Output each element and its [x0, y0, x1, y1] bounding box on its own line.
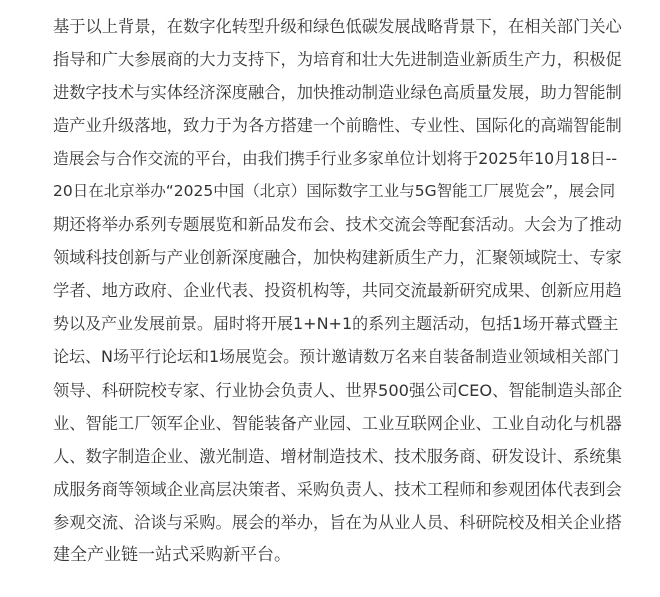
paragraph-line-7: 期还将举办系列专题展览和新品发布会、技术交流会等配套活动。大会为了推动: [53, 215, 622, 235]
paragraph-line-1: 基于以上背景，在数字化转型升级和绿色低碳发展战略背景下，在相关部门关心: [53, 17, 622, 36]
paragraph-line-5: 造展会与合作交流的平台，由我们携手行业多家单位计划将于2025年10月18日--: [53, 149, 618, 169]
paragraph-line-3: 进数字技术与实体经济深度融合，加快推动制造业绿色高质量发展，助力智能制: [53, 83, 622, 103]
paragraph-line-2: 指导和广大参展商的大力支持下，为培育和壮大先进制造业新质生产力，积极促: [53, 50, 622, 70]
paragraph-line-8: 领域科技创新与产业创新深度融合，加快构建新质生产力，汇聚领域院士、专家: [53, 248, 622, 268]
paragraph-line-15: 成服务商等领域企业高层决策者、采购负责人、技术工程师和参观团体代表到会: [53, 479, 622, 499]
article-paragraph: [53, 10, 623, 572]
paragraph-line-6: 20日在北京举办“2025中国（北京）国际数字工业与5G智能工厂展览会”，展会同: [53, 182, 616, 201]
paragraph-line-10: 势以及产业发展前景。届时将开展1+N+1的系列主题活动，包括1场开幕式暨主: [53, 314, 619, 334]
paragraph-line-4: 造产业升级落地，致力于为各方搭建一个前瞻性、专业性、国际化的高端智能制: [53, 116, 622, 136]
paragraph-line-17: 建全产业链一站式采购新平台。: [53, 544, 291, 565]
paragraph-line-13: 业、智能工厂领军企业、智能装备产业园、工业互联网企业、工业自动化与机器: [53, 413, 622, 433]
paragraph-line-14: 人、数字制造企业、激光制造、增材制造技术、技术服务商、研发设计、系统集: [53, 446, 622, 466]
paragraph-line-11: 论坛、N场平行论坛和1场展览会。预计邀请数万名来自装备制造业领域相关部门: [53, 347, 620, 367]
paragraph-line-16: 参观交流、洽谈与采购。展会的举办，旨在为从业人员、科研院校及相关企业搭: [53, 512, 622, 532]
paragraph-line-9: 学者、地方政府、企业代表、投资机构等，共同交流最新研究成果、创新应用趋: [53, 281, 622, 301]
paragraph-line-12: 领导、科研院校专家、行业协会负责人、世界500强公司CEO、智能制造头部企: [53, 380, 623, 400]
